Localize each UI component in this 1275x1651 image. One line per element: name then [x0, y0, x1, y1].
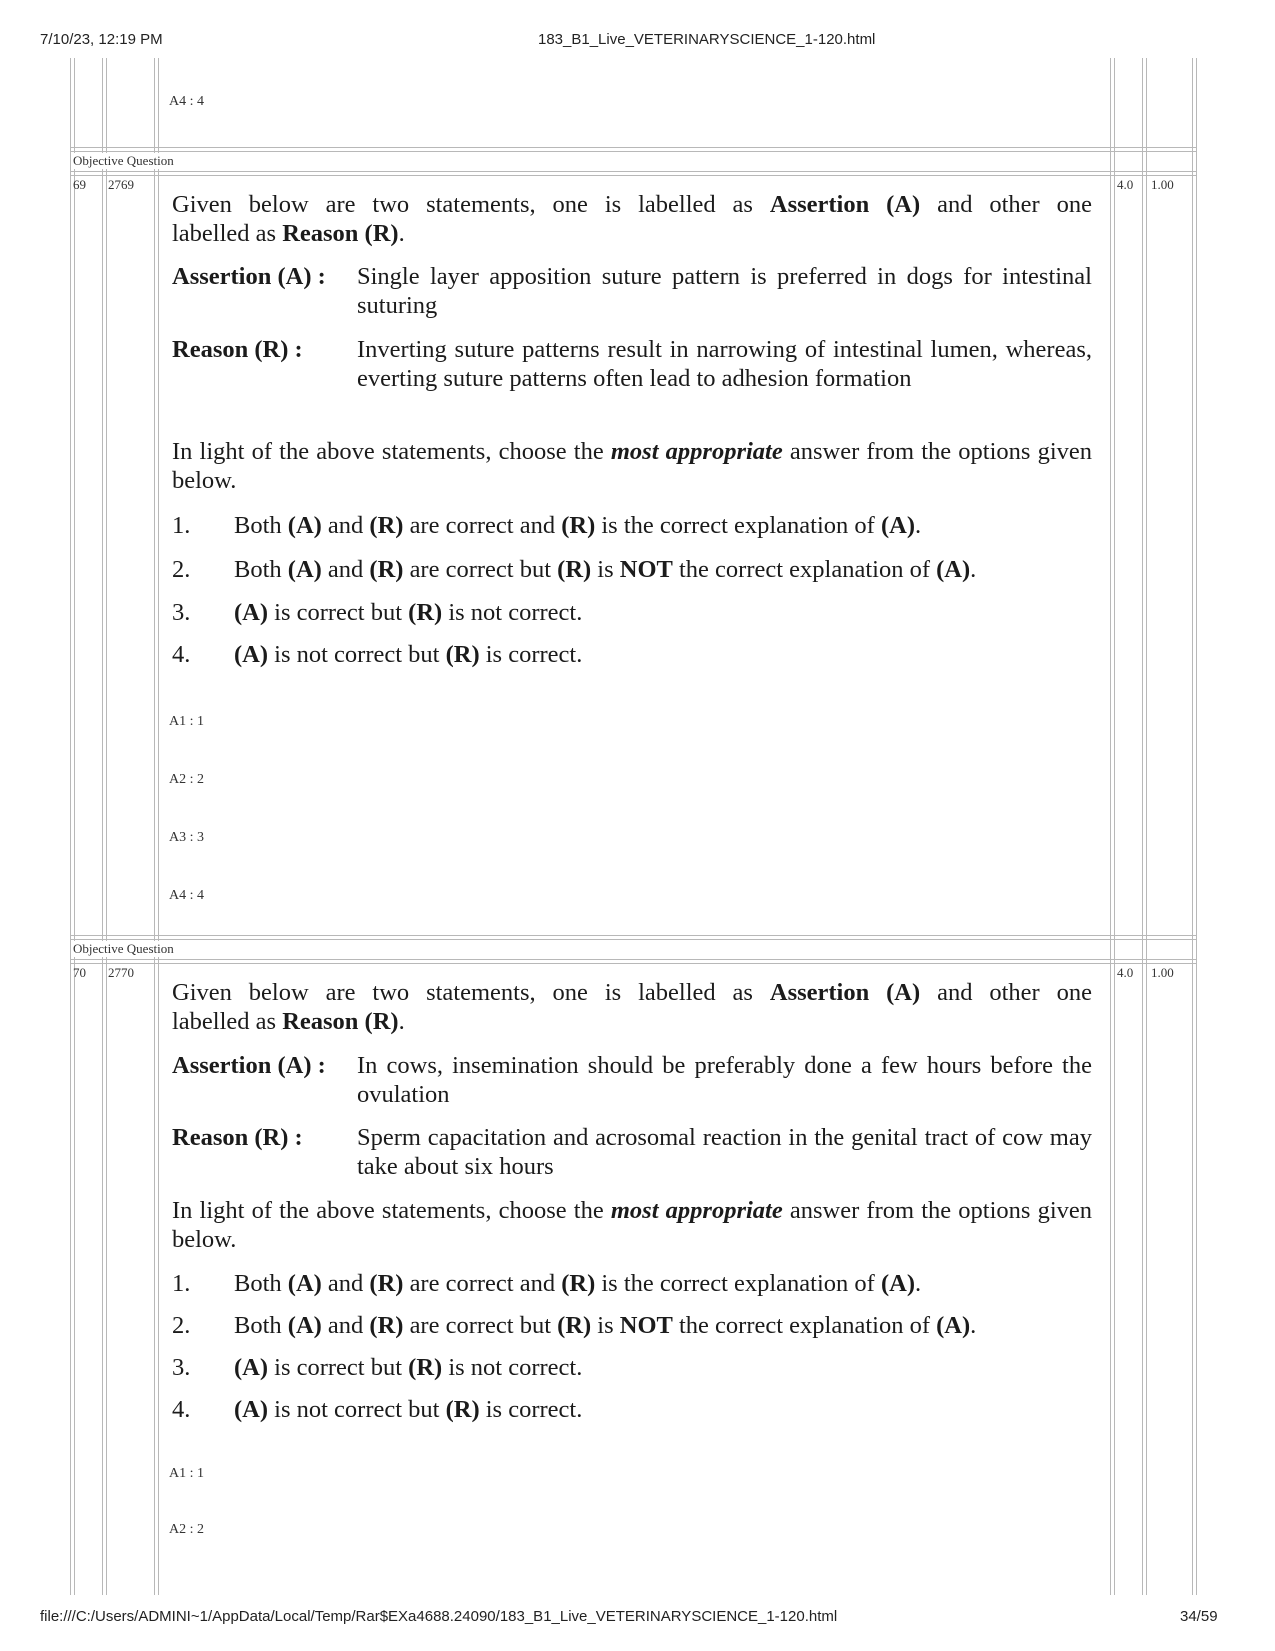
question-marks: 4.0: [1117, 177, 1134, 192]
assertion-text: Single layer apposition suture pattern is preferred in dogs for intestinal suturing: [357, 263, 1092, 319]
assertion-text: In cows, insemination should be preferably done a few hours before the ovulation: [357, 1052, 1092, 1108]
option-1: 1. Both (A) and (R) are correct and (R) is the correct explanation of (A).: [172, 1270, 922, 1297]
option-3: 3. (A) is correct but (R) is not correct.: [172, 599, 583, 626]
print-page-number: 34/59: [1180, 1608, 1218, 1625]
question-serial: 70: [73, 965, 86, 980]
answer-option-1: A1 : 1: [169, 714, 204, 729]
print-doc-title: 183_B1_Live_VETERINARYSCIENCE_1-120.html: [538, 31, 876, 48]
question-id: 2769: [108, 177, 134, 192]
instruction-text: In light of the above statements, choose the most appropriate answer from the options given below.: [172, 1197, 1092, 1253]
option-2: 2. Both (A) and (R) are correct but (R) is NOT the correct explanation of (A).: [172, 1312, 977, 1339]
option-1: 1. Both (A) and (R) are correct and (R) is the correct explanation of (A).: [172, 512, 922, 539]
answer-option-3: A3 : 3: [169, 830, 204, 845]
option-2: 2. Both (A) and (R) are correct but (R) is NOT the correct explanation of (A).: [172, 556, 977, 583]
assertion-statement: [172, 1051, 1092, 1109]
question-negative-marks: 1.00: [1151, 177, 1174, 192]
answer-option-4: A4 : 4: [169, 888, 204, 903]
print-datetime: 7/10/23, 12:19 PM: [40, 31, 163, 48]
question-serial: 69: [73, 177, 86, 192]
instruction-text: In light of the above statements, choose the most appropriate answer from the options given below.: [172, 438, 1092, 494]
question-marks: 4.0: [1117, 965, 1134, 980]
option-4: 4. (A) is not correct but (R) is correct.: [172, 1396, 583, 1423]
answer-option-2: A2 : 2: [169, 772, 204, 787]
option-3: 3. (A) is correct but (R) is not correct.: [172, 1354, 583, 1381]
question-intro-line-2: labelled as Reason (R).: [172, 1008, 405, 1035]
reason-text: Sperm capacitation and acrosomal reaction in the genital tract of cow may take about six hours: [357, 1124, 1092, 1180]
prev-answer-4: A4 : 4: [169, 94, 204, 109]
answer-option-1: A1 : 1: [169, 1466, 204, 1481]
question-intro-line-2: labelled as Reason (R).: [172, 220, 405, 247]
reason-label: Reason (R) :: [172, 336, 303, 363]
assertion-label: Assertion (A) :: [172, 263, 326, 290]
question-intro: Given below are two statements, one is labelled as Assertion (A) and other one: [172, 979, 1092, 1006]
question-type-label: Objective Question: [73, 153, 178, 169]
option-4: 4. (A) is not correct but (R) is correct.: [172, 641, 583, 668]
assertion-statement: [172, 262, 1092, 320]
answer-option-2: A2 : 2: [169, 1522, 204, 1537]
question-type-label: Objective Question: [73, 941, 178, 957]
assertion-label: Assertion (A) :: [172, 1052, 326, 1079]
reason-statement: [172, 1123, 1092, 1181]
print-footer-path: file:///C:/Users/ADMINI~1/AppData/Local/Temp/Rar$EXa4688.24090/183_B1_Live_VETERINARYSCIENCE_1-120.html: [40, 1608, 838, 1625]
question-id: 2770: [108, 965, 134, 980]
question-negative-marks: 1.00: [1151, 965, 1174, 980]
reason-label: Reason (R) :: [172, 1124, 303, 1151]
reason-statement: [172, 335, 1092, 393]
question-intro: Given below are two statements, one is labelled as Assertion (A) and other one: [172, 191, 1092, 218]
reason-text: Inverting suture patterns result in narrowing of intestinal lumen, whereas, everting suture patterns often lead to adhesion formation: [357, 336, 1092, 392]
